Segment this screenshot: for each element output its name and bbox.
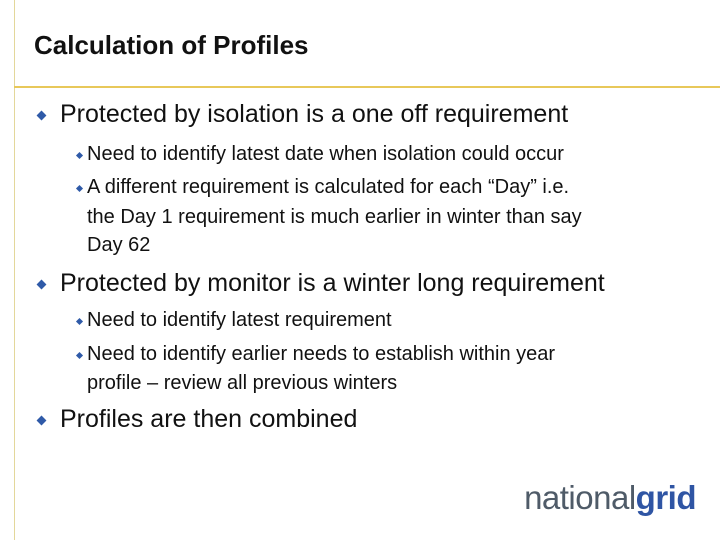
sub-bullet-text: A different requirement is calculated for each “Day” i.e. [87, 176, 570, 198]
sub-bullet-text-continued: profile – review all previous winters [87, 372, 398, 394]
left-margin-rule [14, 0, 15, 540]
sub-bullet-diamond-icon [76, 318, 83, 325]
sub-bullet-text-continued: the Day 1 requirement is much earlier in winter than say [87, 206, 582, 228]
bullet-text: Protected by isolation is a one off requirement [60, 100, 569, 128]
sub-bullet-text: Need to identify earlier needs to establish within year [87, 343, 556, 365]
bullet-text: Protected by monitor is a winter long requirement [60, 269, 605, 297]
bullet-diamond-icon [37, 111, 47, 121]
slide-title: Calculation of Profiles [34, 30, 309, 60]
logo-part-national: national [524, 479, 636, 516]
bullet-diamond-icon [37, 280, 47, 290]
logo-part-grid: grid [635, 479, 696, 516]
sub-bullet-text: Need to identify latest requirement [87, 309, 392, 331]
title-divider [14, 86, 720, 88]
sub-bullet-diamond-icon [76, 152, 83, 159]
sub-bullet-diamond-icon [76, 185, 83, 192]
sub-bullet-text: Need to identify latest date when isolation could occur [87, 143, 564, 165]
nationalgrid-logo [524, 479, 696, 517]
bullet-diamond-icon [37, 416, 47, 426]
sub-bullet-diamond-icon [76, 352, 83, 359]
bullet-text: Profiles are then combined [60, 405, 358, 433]
sub-bullet-text-continued: Day 62 [87, 234, 151, 256]
